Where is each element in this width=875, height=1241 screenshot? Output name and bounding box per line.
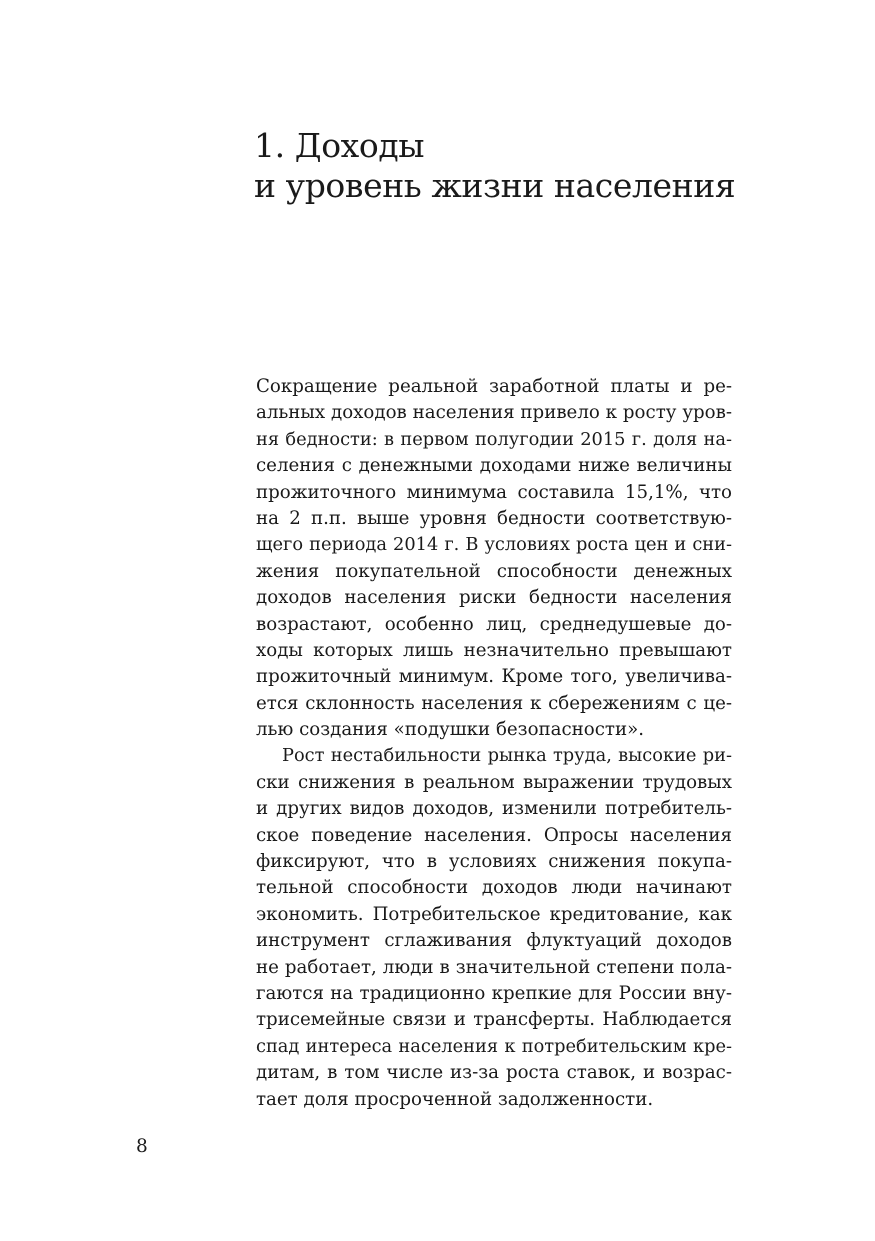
text-line: ское поведение населения. Опросы населения [256, 824, 732, 846]
text-line: фиксируют, что в условиях снижения покупа- [256, 851, 732, 873]
text-line: ски снижения в реальном выражении трудовых [256, 771, 732, 793]
text-line: лью создания «подушки безопасности». [256, 719, 645, 741]
chapter-title-line-1: 1. Доходы [254, 126, 425, 165]
paragraph-2 [256, 743, 732, 1112]
body-text [256, 374, 732, 1113]
text-line: прожиточного минимума составила 15,1%, что [256, 481, 732, 503]
text-line: гаются на традиционно крепкие для России вну- [256, 982, 732, 1004]
text-line: тает доля просроченной задолженности. [256, 1088, 654, 1110]
text-line: ется склонность населения к сбережениям с це- [256, 692, 732, 714]
page-number: 8 [136, 1136, 148, 1157]
text-line: селения с денежными доходами ниже величины [256, 455, 732, 477]
text-line: жения покупательной способности денежных [256, 560, 732, 582]
text-line: и других видов доходов, изменили потребитель- [256, 798, 732, 820]
text-line: Рост нестабильности рынка труда, высокие ри- [282, 745, 732, 767]
text-line: ходы которых лишь незначительно превышают [256, 639, 732, 661]
text-line: прожиточный минимум. Кроме того, увеличива- [256, 666, 732, 688]
text-line: ня бедности: в первом полугодии 2015 г. доля на- [256, 428, 732, 450]
text-line: на 2 п.п. выше уровня бедности соответствую- [256, 507, 732, 529]
text-line: возрастают, особенно лиц, среднедушевые до- [256, 613, 732, 635]
paragraph-1 [256, 374, 732, 743]
text-line: трисемейные связи и трансферты. Наблюдается [256, 1009, 732, 1031]
text-line: Сокращение реальной заработной платы и ре- [256, 376, 732, 397]
text-line: доходов населения риски бедности населения [256, 587, 732, 609]
text-line: спад интереса населения к потребительским кре- [256, 1035, 732, 1057]
text-line: альных доходов населения привело к росту уров- [256, 402, 732, 424]
text-line: инструмент сглаживания флуктуаций доходов [256, 930, 732, 952]
text-line: экономить. Потребительское кредитование, как [256, 903, 732, 925]
chapter-title [254, 126, 774, 206]
text-line: щего периода 2014 г. В условиях роста цен и сни- [256, 534, 732, 556]
text-line: тельной способности доходов люди начинают [256, 877, 732, 899]
text-line: дитам, в том числе из-за роста ставок, и возрас- [256, 1062, 732, 1084]
chapter-title-line-2: и уровень жизни населения [254, 166, 736, 205]
text-line: не работает, люди в значительной степени пола- [256, 956, 732, 978]
